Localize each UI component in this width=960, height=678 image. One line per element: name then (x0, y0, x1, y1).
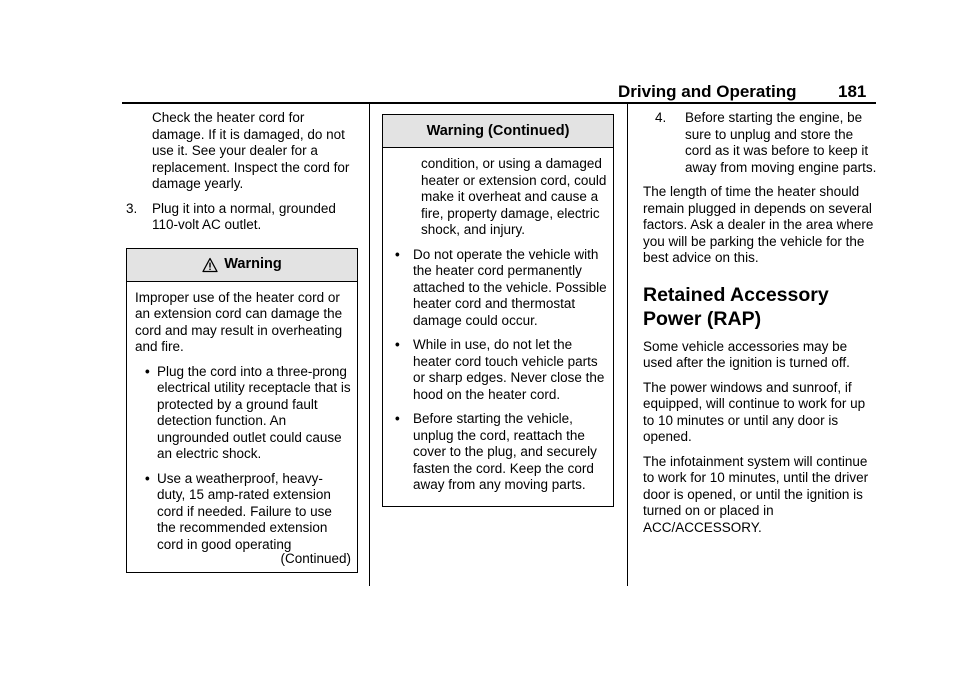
bullet-text: Plug the cord into a three-prong electrical utility receptacle that is protected by a ground fault detection function. An ungrounded outlet could cause an electric shock. (157, 363, 351, 461)
column-divider-1 (369, 104, 370, 586)
bullet-dot-icon: • (395, 411, 400, 426)
bullet-text: Use a weatherproof, heavy-duty, 15 amp-rated extension cord if needed. Failure to use the recommended extension cord in good operating (157, 470, 332, 552)
warning-bullet (391, 247, 607, 330)
warning-continued-text: condition, or using a damaged heater or extension cord, could make it overheat and cause a fire, property damage, electric shock, and injury. (421, 156, 607, 237)
bullet-dot-icon: • (395, 337, 400, 352)
paragraph: Some vehicle accessories may be used after the ignition is turned off. (643, 338, 850, 370)
page-number: 181 (838, 82, 867, 101)
warning-header (127, 249, 357, 282)
warning-triangle-icon (202, 257, 218, 273)
continued-note: (Continued) (280, 551, 351, 566)
warning-bullet (391, 337, 607, 403)
column-divider-2 (627, 104, 628, 586)
paragraph: The length of time the heater should remain plugged in depends on several factors. Ask a dealer in the area where you will be parking the vehicle for the best advice on this. (643, 184, 874, 265)
bullet-text: While in use, do not let the heater cord touch vehicle parts or sharp edges. Never close the hood on the heater cord. (413, 337, 605, 402)
warning-box (126, 248, 358, 573)
step-text: Plug it into a normal, grounded 110-volt AC outlet. (152, 200, 336, 232)
step-3 (126, 201, 358, 234)
warning-header (383, 115, 613, 148)
bullet-dot-icon: • (145, 470, 150, 486)
header-divider (122, 102, 876, 104)
section-title: Driving and Operating (618, 82, 797, 101)
warning-box-continued (382, 114, 614, 507)
warning-bullet (135, 364, 351, 463)
step-number: 3. (126, 200, 138, 216)
warning-body (127, 282, 357, 572)
warning-bullet (391, 411, 607, 494)
bullet-text: Before starting the vehicle, unplug the cord, reattach the cover to the plug, and securely fasten the cord. Keep the cord away from any moving parts. (413, 411, 597, 492)
warning-body (383, 148, 613, 506)
step-4 (643, 110, 877, 176)
paragraph: The power windows and sunroof, if equipped, will continue to work for up to 10 minutes or until any door is opened. (643, 379, 866, 444)
warning-title: Warning (Continued) (426, 122, 570, 139)
warning-bullet (135, 471, 351, 554)
column-1 (126, 110, 358, 573)
section-heading: Retained Accessory Power (RAP) (643, 283, 829, 330)
bullet-text: Do not operate the vehicle with the heater cord permanently attached to the vehicle. Possible heater cord and thermostat damage could occur. (413, 246, 607, 328)
step-2-continued: Check the heater cord for damage. If it is damaged, do not use it. See your dealer for a replacement. Inspect the cord for damage yearly. (152, 110, 350, 191)
step-number: 4. (655, 110, 667, 125)
step-text: Before starting the engine, be sure to unplug and store the cord as it was before to keep it away from moving engine parts. (685, 110, 877, 175)
paragraph: The infotainment system will continue to work for 10 minutes, until the driver door is opened, or until the ignition is turned on or placed in ACC/ACCESSORY. (643, 453, 869, 535)
bullet-dot-icon: • (395, 246, 400, 262)
warning-title: Warning (224, 256, 282, 273)
column-3 (643, 110, 877, 544)
warning-intro: Improper use of the heater cord or an extension cord can damage the cord and may result in overheating and fire. (135, 289, 343, 354)
bullet-dot-icon: • (145, 363, 150, 379)
column-2 (382, 114, 614, 507)
